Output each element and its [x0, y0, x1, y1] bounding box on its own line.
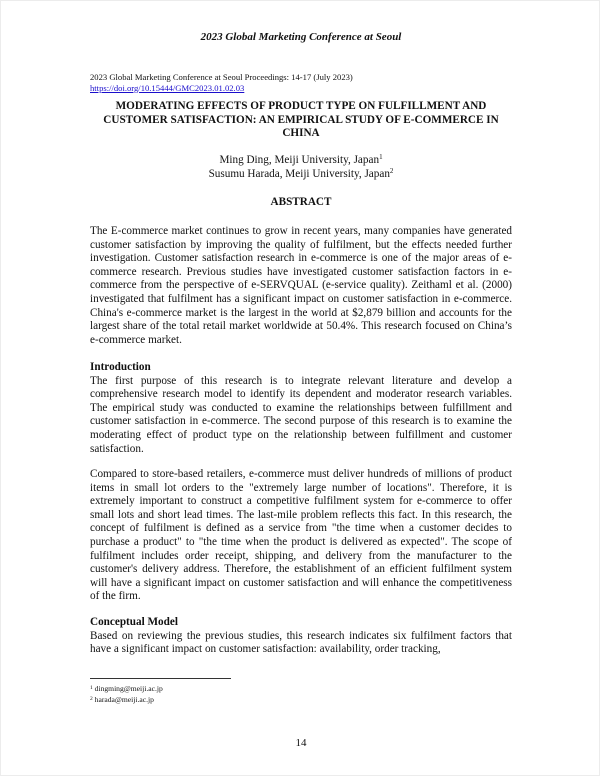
- author-2-footnote-mark: 2: [389, 166, 394, 175]
- footnote-1: [90, 684, 163, 695]
- abstract-heading: ABSTRACT: [270, 196, 332, 208]
- author-2: [90, 168, 512, 182]
- proceedings-info: [90, 72, 353, 93]
- footnotes: [90, 684, 163, 705]
- doi-link[interactable]: https://doi.org/10.15444/GMC2023.01.02.03: [90, 82, 245, 93]
- introduction-paragraph-1: The first purpose of this research is to integrate relevant literature and develop a comprehensive research model to identify its dependent and moderator research variables. The empirical study was conducted to examine the relationships between fulfillment and customer satisfaction in e-commerce. The second purpose of this research is to examine the moderating effect of product type on the relationship between fulfillment and customer satisfaction.: [90, 374, 512, 455]
- footnote-1-email: dingming@meiji.ac.jp: [94, 684, 163, 693]
- author-1-affiliation: Ming Ding, Meiji University, Japan: [219, 154, 380, 166]
- introduction-heading: Introduction: [90, 361, 151, 373]
- proceedings-citation: 2023 Global Marketing Conference at Seoul Proceedings: 14-17 (July 2023): [90, 72, 353, 82]
- author-list: [90, 154, 512, 181]
- running-header: 2023 Global Marketing Conference at Seoul: [200, 31, 402, 43]
- footnote-2-email: harada@meiji.ac.jp: [94, 694, 154, 704]
- conceptual-model-text: Based on reviewing the previous studies, this research indicates six fulfilment factors that have a significant impact on customer satisfaction: availability, order tracking,: [90, 629, 512, 656]
- page-number: 14: [295, 737, 307, 749]
- footnote-1-mark: 1: [90, 685, 93, 691]
- introduction-paragraph-2: Compared to store-based retailers, e-commerce must deliver hundreds of millions of product items in small lot orders to the "extremely large number of locations". Therefore, it is extremely important to construct a competitive fulfilment system for e-commerce to offer small lots and short lead times. The last-mile problem reflects this fact. In this research, the concept of fulfilment is defined as a service from "the time when a customer decides to purchase a product" to "the time when the product is delivered as expected". The scope of fulfilment includes order receipt, shipping, and delivery from the manufacturer to the customer's delivery address. Therefore, the establishment of an efficient fulfilment system will have a significant impact on customer satisfaction and will enhance the competitiveness of the firm.: [90, 468, 512, 603]
- conceptual-model-heading: Conceptual Model: [90, 616, 178, 628]
- footnote-2-mark: 2: [90, 695, 93, 702]
- abstract-text: The E-commerce market continues to grow in recent years, many companies have generated customer satisfaction by improving the quality of fulfilment, but the effects needed further investigation. Customer satisfaction research in e-commerce is one of the major areas of e-commerce research. Previous studies have investigated customer satisfaction factors in e-commerce from the perspective of e-SERVQUAL (e-service quality). Zeithaml et al. (2000) investigated that fulfilment has a significant impact on customer satisfaction in e-commerce. China's e-commerce market is the largest in the world at $2,879 billion and accounts for the largest share of the total retail market worldwide at 50.4%. This research focused on China’s e-commerce market.: [90, 225, 512, 346]
- footnote-2: [90, 695, 163, 706]
- author-1: [90, 154, 512, 168]
- paper-title: MODERATING EFFECTS OF PRODUCT TYPE ON FULFILLMENT AND CUSTOMER SATISFACTION: AN EMPIRICAL STUDY OF E-COMMERCE IN CHINA: [103, 100, 499, 140]
- author-2-affiliation: Susumu Harada, Meiji University, Japan: [208, 167, 390, 180]
- footnote-divider: [90, 678, 231, 679]
- author-1-footnote-mark: 1: [379, 153, 383, 161]
